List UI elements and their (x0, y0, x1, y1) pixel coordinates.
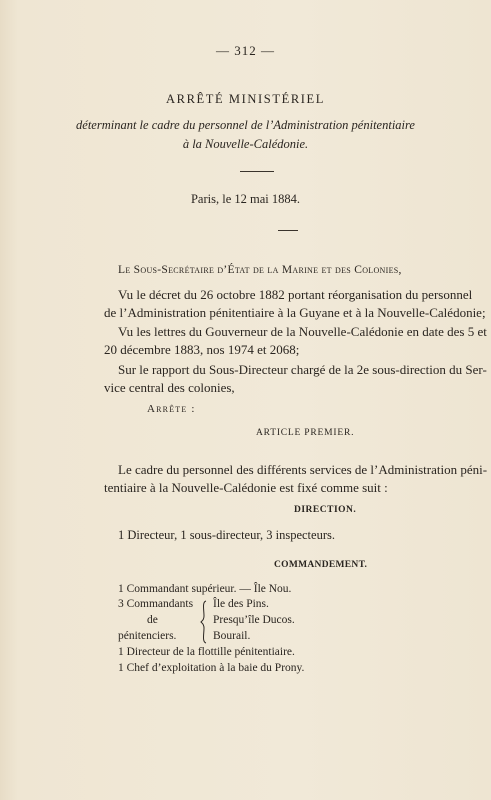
place-presquile-ducos: Presqu’île Ducos. (213, 614, 295, 626)
paragraph-decree-line-2: de l’Administration pénitentiaire à la Guyane et à la Nouvelle-Calédonie; (104, 305, 486, 320)
direction-staff-line: 1 Directeur, 1 sous-directeur, 3 inspecteurs. (118, 528, 335, 542)
place-bourail: Bourail. (213, 630, 251, 642)
paragraph-decree-line-1: Vu le décret du 26 octobre 1882 portant réorganisation du personnel (118, 287, 473, 302)
arrete-label: Arrête : (147, 403, 196, 415)
commandement-heading: COMMANDEMENT. (274, 560, 368, 570)
article-text-line-2: tentiaire à la Nouvelle-Calédonie est fixé comme suit : (104, 480, 388, 495)
subtitle-line-1: déterminant le cadre du personnel de l’Administration pénitentiaire (76, 118, 415, 132)
subtitle-line-2: à la Nouvelle-Calédonie. (182, 137, 309, 151)
article-heading: ARTICLE PREMIER. (256, 428, 355, 438)
place-ile-des-pins: Île des Pins. (213, 598, 269, 610)
title-divider (240, 171, 274, 172)
page-number: — 312 — (216, 43, 275, 58)
paragraph-letters-line-2: 20 décembre 1883, nos 1974 et 2068; (104, 342, 300, 357)
dateline-divider (278, 230, 298, 231)
commandant-superieur-line: 1 Commandant supérieur. — Île Nou. (118, 583, 292, 595)
commandants-label-line-3: pénitenciers. (118, 630, 177, 642)
direction-heading: DIRECTION. (294, 505, 357, 515)
article-text-line-1: Le cadre du personnel des différents services de l’Administration péni- (118, 462, 488, 477)
document-title: ARRÊTÉ MINISTÉRIEL (166, 92, 325, 106)
curly-brace (200, 600, 208, 644)
paragraph-letters-line-1: Vu les lettres du Gouverneur de la Nouvelle-Calédonie en date des 5 et (118, 324, 487, 339)
paragraph-report-line-1: Sur le rapport du Sous-Directeur chargé de la 2e sous-direction du Ser- (118, 362, 487, 377)
commandants-label-line-1: 3 Commandants (118, 598, 194, 610)
paragraph-report-line-2: vice central des colonies, (104, 380, 235, 395)
exploitation-chief-line: 1 Chef d’exploitation à la baie du Prony. (118, 662, 305, 674)
flotille-director-line: 1 Directeur de la flottille pénitentiaire. (118, 646, 295, 658)
commandants-label-line-2: de (147, 614, 158, 626)
dateline: Paris, le 12 mai 1884. (190, 192, 300, 206)
issuing-authority: Le Sous-Secrétaire d’État de la Marine et des Colonies, (118, 264, 402, 276)
